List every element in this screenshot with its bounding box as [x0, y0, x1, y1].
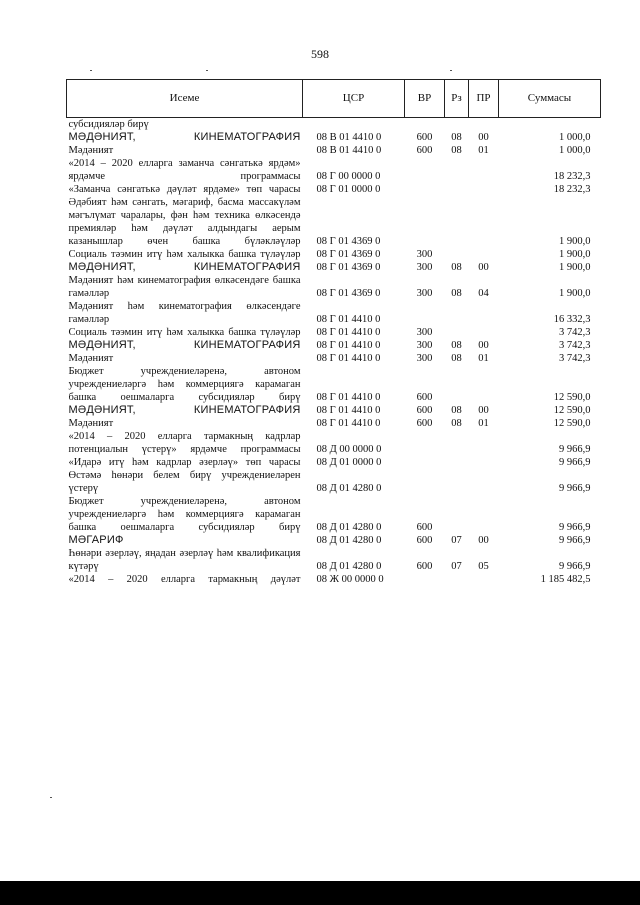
cell-name: «2014 – 2020 елларга тармакның кадрлар потенциалын үстерү» ярдәмче программасы: [68, 431, 301, 455]
cell-pr: [469, 248, 499, 261]
cell-rz: 08: [451, 288, 462, 299]
cell-sum: 9 966,9: [559, 535, 591, 546]
cell-pr: [469, 573, 499, 586]
cell-csr: 08 Г 01 4410 0: [316, 405, 381, 416]
cell-vr: [405, 196, 445, 248]
cell-sum: 16 332,3: [553, 314, 591, 325]
cell-rz: [445, 157, 469, 183]
cell-sum: 1 185 482,5: [540, 574, 591, 585]
cell-name: Өстәмә һөнәри белем бирү учреждениеләрен үстерү: [68, 470, 301, 494]
cell-csr: 08 В 01 4410 0: [316, 145, 382, 156]
cell-rz: 07: [451, 561, 462, 572]
cell-csr: [303, 118, 405, 132]
scan-bottom-edge: [0, 881, 640, 905]
cell-pr: 01: [478, 418, 489, 429]
cell-pr: [469, 196, 499, 248]
cell-name: Мәдәният һәм кинематография өлкәсендәге башка гамәлләр: [68, 275, 301, 299]
cell-name: субсидияләр бирү: [68, 119, 149, 130]
cell-sum: 1 000,0: [559, 132, 591, 143]
table-row: [67, 183, 601, 196]
table-row: [67, 326, 601, 339]
scan-speck: [450, 70, 452, 71]
cell-pr: [469, 430, 499, 456]
header-name: Исеме: [67, 80, 303, 118]
cell-rz: [445, 469, 469, 495]
cell-sum: 18 232,3: [553, 184, 591, 195]
cell-pr: [469, 495, 499, 534]
header-csr: ЦСР: [303, 80, 405, 118]
table-row: [67, 352, 601, 365]
scan-speck: [90, 70, 92, 71]
cell-name: МӘДӘНИЯТ, КИНЕМАТОГРАФИЯ: [68, 339, 301, 351]
cell-sum: 12 590,0: [553, 405, 591, 416]
cell-vr: [405, 469, 445, 495]
cell-rz: 08: [451, 405, 462, 416]
cell-pr: 05: [478, 561, 489, 572]
cell-pr: [469, 456, 499, 469]
cell-csr: 08 Г 01 4410 0: [316, 392, 381, 403]
cell-vr: 600: [416, 132, 433, 143]
cell-name: Бюджет учреждениеләренә, автоном учреждениеләргә һәм коммерциягә карамаган башка оешмаларга субсидияләр бирү: [68, 496, 301, 533]
header-sum: Суммасы: [499, 80, 601, 118]
cell-rz: 08: [451, 353, 462, 364]
cell-csr: 08 Г 01 4369 0: [316, 262, 381, 273]
cell-sum: 9 966,9: [559, 561, 591, 572]
budget-table: [66, 79, 601, 586]
cell-csr: 08 Д 01 0000 0: [316, 457, 382, 468]
cell-rz: 08: [451, 132, 462, 143]
cell-sum: 1 900,0: [559, 288, 591, 299]
cell-csr: 08 Г 00 0000 0: [316, 171, 381, 182]
cell-rz: [445, 456, 469, 469]
cell-name: «Заманча сәнгатькә дәүләт ярдәме» төп чарасы: [68, 184, 301, 195]
cell-csr: 08 Г 01 0000 0: [316, 184, 381, 195]
cell-pr: 04: [478, 288, 489, 299]
cell-vr: 600: [416, 405, 433, 416]
cell-pr: [469, 365, 499, 404]
cell-vr: [405, 183, 445, 196]
cell-name: Мәдәният: [68, 418, 114, 429]
cell-vr: 600: [416, 561, 433, 572]
header-vr: ВР: [405, 80, 445, 118]
table-row: [67, 300, 601, 326]
cell-sum: 1 900,0: [559, 262, 591, 273]
cell-sum: 9 966,9: [559, 522, 591, 533]
cell-vr: [405, 573, 445, 586]
cell-pr: 00: [478, 340, 489, 351]
cell-name: Социаль тәэмин итү һәм халыкка башка түләүләр: [68, 327, 301, 338]
cell-rz: [445, 365, 469, 404]
cell-name: Әдәбият һәм сәнгать, мәгариф, басма массакүләм мәгълүмат чаралары, фән һәм техника өлкәсендә премияләр һәм дәүләт алдындагы аерым казанышлар өчен башка бүләкләүләр: [68, 197, 301, 247]
cell-name: Һөнәри әзерләү, яңадан әзерләү һәм квалификация күтәрү: [68, 548, 301, 572]
table-row: [67, 196, 601, 248]
cell-name: МӘДӘНИЯТ, КИНЕМАТОГРАФИЯ: [68, 261, 301, 273]
cell-rz: [445, 118, 469, 132]
cell-pr: 00: [478, 132, 489, 143]
cell-pr: [469, 469, 499, 495]
header-pr: ПР: [469, 80, 499, 118]
cell-csr: 08 Г 01 4410 0: [316, 353, 381, 364]
table-row: [67, 339, 601, 352]
cell-sum: 3 742,3: [559, 327, 591, 338]
cell-vr: 600: [416, 392, 433, 403]
cell-vr: 300: [416, 249, 433, 260]
cell-vr: [405, 157, 445, 183]
cell-rz: [445, 183, 469, 196]
cell-csr: 08 Д 01 4280 0: [316, 522, 382, 533]
cell-vr: 300: [416, 353, 433, 364]
scan-speck: [50, 797, 52, 798]
cell-name: «Идарә итү һәм кадрлар әзерләү» төп чарасы: [68, 457, 301, 468]
page-number: 598: [311, 47, 329, 61]
table-row: [67, 534, 601, 547]
cell-vr: [405, 456, 445, 469]
cell-vr: 300: [416, 340, 433, 351]
cell-name: Мәдәният: [68, 353, 114, 364]
cell-sum: 9 966,9: [559, 457, 591, 468]
cell-rz: 07: [451, 535, 462, 546]
cell-pr: [469, 300, 499, 326]
cell-sum: 18 232,3: [553, 171, 591, 182]
table-row: [67, 248, 601, 261]
cell-vr: 300: [416, 327, 433, 338]
cell-pr: [469, 118, 499, 132]
cell-rz: [445, 300, 469, 326]
scan-speck: [206, 70, 208, 71]
table-row: [67, 365, 601, 404]
cell-csr: 08 В 01 4410 0: [316, 132, 382, 143]
cell-vr: 600: [416, 145, 433, 156]
table-row: [67, 495, 601, 534]
cell-sum: 9 966,9: [559, 444, 591, 455]
table-row: [67, 118, 601, 132]
cell-name: Социаль тәэмин итү һәм халыкка башка түләүләр: [68, 249, 301, 260]
cell-name: МӘГАРИФ: [68, 534, 124, 546]
cell-csr: 08 Г 01 4369 0: [316, 236, 381, 247]
table-row: [67, 430, 601, 456]
cell-pr: [469, 157, 499, 183]
cell-vr: [405, 300, 445, 326]
cell-csr: 08 Ж 00 0000 0: [316, 574, 384, 585]
cell-sum: 9 966,9: [559, 483, 591, 494]
cell-sum: 12 590,0: [553, 392, 591, 403]
cell-pr: 00: [478, 535, 489, 546]
cell-vr: 600: [416, 418, 433, 429]
table-row: [67, 274, 601, 300]
cell-vr: [405, 118, 445, 132]
cell-csr: 08 Д 00 0000 0: [316, 444, 382, 455]
cell-vr: 300: [416, 288, 433, 299]
table-row: [67, 547, 601, 573]
table-row: [67, 404, 601, 417]
cell-name: «2014 – 2020 елларга тармакның дәүләт: [68, 574, 301, 585]
cell-rz: 08: [451, 418, 462, 429]
cell-rz: [445, 326, 469, 339]
cell-rz: 08: [451, 340, 462, 351]
table-body: [67, 118, 601, 587]
table-row: [67, 131, 601, 144]
cell-name: «2014 – 2020 елларга заманча сәнгатькә ярдәм» ярдәмче программасы: [68, 158, 301, 182]
cell-vr: [405, 430, 445, 456]
cell-vr: 600: [416, 535, 433, 546]
table-row: [67, 261, 601, 274]
cell-csr: 08 Г 01 4410 0: [316, 327, 381, 338]
cell-rz: 08: [451, 145, 462, 156]
cell-csr: 08 Д 01 4280 0: [316, 535, 382, 546]
table-row: [67, 469, 601, 495]
table-row: [67, 417, 601, 430]
cell-pr: [469, 183, 499, 196]
header-rz: Рз: [445, 80, 469, 118]
cell-csr: 08 Д 01 4280 0: [316, 561, 382, 572]
cell-name: МӘДӘНИЯТ, КИНЕМАТОГРАФИЯ: [68, 404, 301, 416]
cell-rz: [445, 196, 469, 248]
cell-name: Бюджет учреждениеләренә, автоном учреждениеләргә һәм коммерциягә карамаган башка оешмаларга субсидияләр бирү: [68, 366, 301, 403]
cell-csr: 08 Г 01 4410 0: [316, 340, 381, 351]
cell-pr: 00: [478, 405, 489, 416]
cell-csr: 08 Г 01 4410 0: [316, 418, 381, 429]
cell-csr: 08 Г 01 4410 0: [316, 314, 381, 325]
cell-pr: [469, 326, 499, 339]
cell-sum: [499, 118, 601, 132]
cell-rz: [445, 495, 469, 534]
cell-csr: 08 Г 01 4369 0: [316, 288, 381, 299]
cell-rz: 08: [451, 262, 462, 273]
cell-rz: [445, 248, 469, 261]
table-row: [67, 157, 601, 183]
cell-sum: 1 000,0: [559, 145, 591, 156]
cell-sum: 12 590,0: [553, 418, 591, 429]
cell-sum: 3 742,3: [559, 340, 591, 351]
cell-csr: 08 Д 01 4280 0: [316, 483, 382, 494]
cell-csr: 08 Г 01 4369 0: [316, 249, 381, 260]
table-row: [67, 456, 601, 469]
cell-sum: 3 742,3: [559, 353, 591, 364]
cell-vr: 300: [416, 262, 433, 273]
table-row: [67, 573, 601, 586]
cell-pr: 01: [478, 145, 489, 156]
cell-rz: [445, 430, 469, 456]
cell-name: МӘДӘНИЯТ, КИНЕМАТОГРАФИЯ: [68, 131, 301, 143]
cell-sum: 1 900,0: [559, 249, 591, 260]
cell-vr: 600: [416, 522, 433, 533]
cell-name: Мәдәният һәм кинематография өлкәсендәге гамәлләр: [68, 301, 301, 325]
cell-name: Мәдәният: [68, 145, 114, 156]
table-header: [67, 80, 601, 118]
cell-rz: [445, 573, 469, 586]
cell-pr: 01: [478, 353, 489, 364]
cell-sum: 1 900,0: [559, 236, 591, 247]
table-row: [67, 144, 601, 157]
cell-pr: 00: [478, 262, 489, 273]
